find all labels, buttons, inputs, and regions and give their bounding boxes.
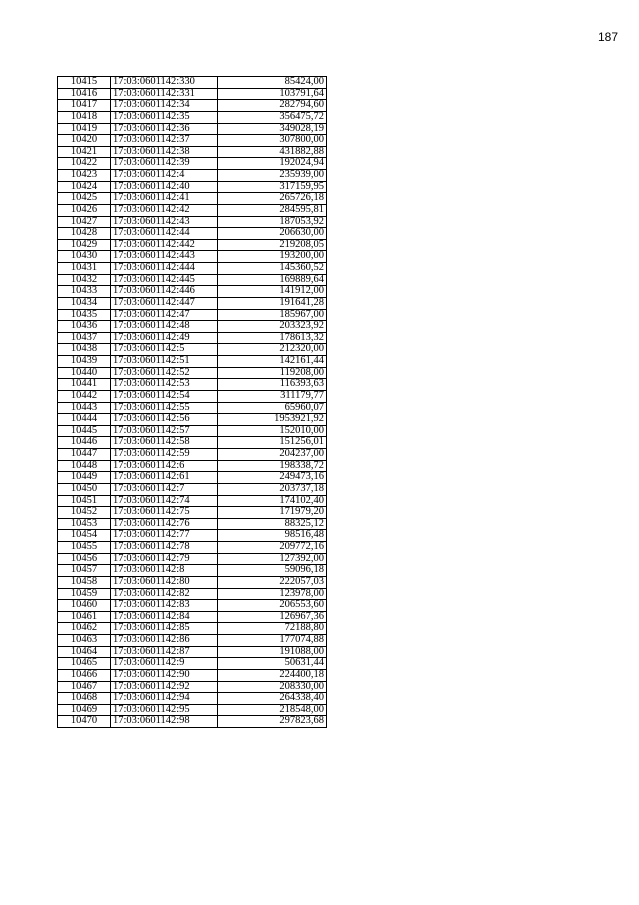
table-row: [58, 553, 327, 565]
row-number-cell: 10433: [58, 286, 111, 298]
row-number-cell: 10420: [58, 135, 111, 147]
amount-cell: 98516,48: [218, 530, 327, 542]
row-number-cell: 10445: [58, 425, 111, 437]
row-number-cell: 10448: [58, 460, 111, 472]
cadastral-number-cell: 17:03:0601142:86: [111, 635, 218, 647]
row-number-cell: 10417: [58, 100, 111, 112]
cadastral-number-cell: 17:03:0601142:94: [111, 693, 218, 705]
row-number-cell: 10463: [58, 635, 111, 647]
cadastral-number-cell: 17:03:0601142:5: [111, 344, 218, 356]
row-number-cell: 10427: [58, 216, 111, 228]
row-number-cell: 10425: [58, 193, 111, 205]
amount-cell: 177074,88: [218, 635, 327, 647]
amount-cell: 212320,00: [218, 344, 327, 356]
amount-cell: 317159,95: [218, 181, 327, 193]
row-number-cell: 10460: [58, 600, 111, 612]
cadastral-number-cell: 17:03:0601142:39: [111, 158, 218, 170]
cadastral-number-cell: 17:03:0601142:61: [111, 472, 218, 484]
row-number-cell: 10428: [58, 228, 111, 240]
row-number-cell: 10415: [58, 77, 111, 89]
cadastral-number-cell: 17:03:0601142:75: [111, 507, 218, 519]
data-table: [57, 76, 327, 728]
cadastral-number-cell: 17:03:0601142:87: [111, 646, 218, 658]
amount-cell: 152010,00: [218, 425, 327, 437]
amount-cell: 203737,18: [218, 483, 327, 495]
amount-cell: 185967,00: [218, 309, 327, 321]
row-number-cell: 10418: [58, 111, 111, 123]
cadastral-number-cell: 17:03:0601142:82: [111, 588, 218, 600]
cadastral-number-cell: 17:03:0601142:331: [111, 88, 218, 100]
cadastral-number-cell: 17:03:0601142:4: [111, 170, 218, 182]
row-number-cell: 10446: [58, 437, 111, 449]
table-row: [58, 146, 327, 158]
row-number-cell: 10457: [58, 565, 111, 577]
amount-cell: 123978,00: [218, 588, 327, 600]
amount-cell: 192024,94: [218, 158, 327, 170]
amount-cell: 65960,07: [218, 402, 327, 414]
row-number-cell: 10436: [58, 321, 111, 333]
amount-cell: 249473,16: [218, 472, 327, 484]
table-row: [58, 158, 327, 170]
amount-cell: 209772,16: [218, 542, 327, 554]
cadastral-number-cell: 17:03:0601142:48: [111, 321, 218, 333]
amount-cell: 59096,18: [218, 565, 327, 577]
cadastral-number-cell: 17:03:0601142:92: [111, 681, 218, 693]
amount-cell: 145360,52: [218, 263, 327, 275]
row-number-cell: 10453: [58, 518, 111, 530]
cadastral-number-cell: 17:03:0601142:446: [111, 286, 218, 298]
row-number-cell: 10423: [58, 170, 111, 182]
cadastral-number-cell: 17:03:0601142:8: [111, 565, 218, 577]
row-number-cell: 10426: [58, 204, 111, 216]
amount-cell: 265726,18: [218, 193, 327, 205]
row-number-cell: 10470: [58, 716, 111, 728]
table-row: [58, 181, 327, 193]
table-row: [58, 425, 327, 437]
amount-cell: 218548,00: [218, 704, 327, 716]
amount-cell: 151256,01: [218, 437, 327, 449]
amount-cell: 169889,64: [218, 274, 327, 286]
cadastral-number-cell: 17:03:0601142:42: [111, 204, 218, 216]
row-number-cell: 10430: [58, 251, 111, 263]
amount-cell: 356475,72: [218, 111, 327, 123]
table-row: [58, 111, 327, 123]
cadastral-number-cell: 17:03:0601142:55: [111, 402, 218, 414]
table-row: [58, 263, 327, 275]
table-row: [58, 332, 327, 344]
table-row: [58, 623, 327, 635]
row-number-cell: 10461: [58, 611, 111, 623]
amount-cell: 142161,44: [218, 356, 327, 368]
amount-cell: 311179,77: [218, 390, 327, 402]
row-number-cell: 10465: [58, 658, 111, 670]
table-row: [58, 321, 327, 333]
amount-cell: 307800,00: [218, 135, 327, 147]
cadastral-number-cell: 17:03:0601142:58: [111, 437, 218, 449]
cadastral-number-cell: 17:03:0601142:43: [111, 216, 218, 228]
cadastral-number-cell: 17:03:0601142:90: [111, 669, 218, 681]
table-row: [58, 309, 327, 321]
row-number-cell: 10452: [58, 507, 111, 519]
amount-cell: 50631,44: [218, 658, 327, 670]
cadastral-number-cell: 17:03:0601142:56: [111, 414, 218, 426]
table-row: [58, 367, 327, 379]
table-row: [58, 611, 327, 623]
amount-cell: 171979,20: [218, 507, 327, 519]
cadastral-number-cell: 17:03:0601142:79: [111, 553, 218, 565]
table-row: [58, 449, 327, 461]
row-number-cell: 10450: [58, 483, 111, 495]
table-row: [58, 507, 327, 519]
table-row: [58, 414, 327, 426]
table-row: [58, 344, 327, 356]
amount-cell: 349028,19: [218, 123, 327, 135]
table-row: [58, 588, 327, 600]
row-number-cell: 10440: [58, 367, 111, 379]
cadastral-number-cell: 17:03:0601142:47: [111, 309, 218, 321]
amount-cell: 284595,81: [218, 204, 327, 216]
table-row: [58, 635, 327, 647]
amount-cell: 222057,03: [218, 576, 327, 588]
row-number-cell: 10424: [58, 181, 111, 193]
cadastral-number-cell: 17:03:0601142:51: [111, 356, 218, 368]
cadastral-number-cell: 17:03:0601142:6: [111, 460, 218, 472]
cadastral-number-cell: 17:03:0601142:54: [111, 390, 218, 402]
table-row: [58, 251, 327, 263]
table-row: [58, 600, 327, 612]
amount-cell: 431882,88: [218, 146, 327, 158]
cadastral-number-cell: 17:03:0601142:59: [111, 449, 218, 461]
row-number-cell: 10441: [58, 379, 111, 391]
cadastral-number-cell: 17:03:0601142:77: [111, 530, 218, 542]
row-number-cell: 10419: [58, 123, 111, 135]
row-number-cell: 10438: [58, 344, 111, 356]
row-number-cell: 10437: [58, 332, 111, 344]
amount-cell: 204237,00: [218, 449, 327, 461]
table-row: [58, 228, 327, 240]
cadastral-number-cell: 17:03:0601142:84: [111, 611, 218, 623]
table-body: [58, 77, 327, 728]
table-row: [58, 379, 327, 391]
cadastral-number-cell: 17:03:0601142:85: [111, 623, 218, 635]
cadastral-number-cell: 17:03:0601142:37: [111, 135, 218, 147]
table-row: [58, 77, 327, 89]
row-number-cell: 10467: [58, 681, 111, 693]
table-row: [58, 216, 327, 228]
cadastral-number-cell: 17:03:0601142:80: [111, 576, 218, 588]
row-number-cell: 10435: [58, 309, 111, 321]
amount-cell: 203323,92: [218, 321, 327, 333]
amount-cell: 224400,18: [218, 669, 327, 681]
table-row: [58, 239, 327, 251]
table-row: [58, 402, 327, 414]
table-row: [58, 286, 327, 298]
cadastral-number-cell: 17:03:0601142:98: [111, 716, 218, 728]
table-row: [58, 716, 327, 728]
table-row: [58, 530, 327, 542]
cadastral-number-cell: 17:03:0601142:7: [111, 483, 218, 495]
amount-cell: 208330,00: [218, 681, 327, 693]
amount-cell: 297823,68: [218, 716, 327, 728]
row-number-cell: 10421: [58, 146, 111, 158]
cadastral-number-cell: 17:03:0601142:95: [111, 704, 218, 716]
table-row: [58, 297, 327, 309]
table-row: [58, 135, 327, 147]
table-row: [58, 565, 327, 577]
table-row: [58, 472, 327, 484]
row-number-cell: 10444: [58, 414, 111, 426]
row-number-cell: 10443: [58, 402, 111, 414]
cadastral-number-cell: 17:03:0601142:57: [111, 425, 218, 437]
cadastral-number-cell: 17:03:0601142:330: [111, 77, 218, 89]
amount-cell: 88325,12: [218, 518, 327, 530]
row-number-cell: 10459: [58, 588, 111, 600]
cadastral-number-cell: 17:03:0601142:36: [111, 123, 218, 135]
cadastral-number-cell: 17:03:0601142:41: [111, 193, 218, 205]
amount-cell: 141912,00: [218, 286, 327, 298]
amount-cell: 187053,92: [218, 216, 327, 228]
row-number-cell: 10458: [58, 576, 111, 588]
row-number-cell: 10464: [58, 646, 111, 658]
row-number-cell: 10469: [58, 704, 111, 716]
table-row: [58, 681, 327, 693]
table-row: [58, 356, 327, 368]
table-row: [58, 100, 327, 112]
amount-cell: 85424,00: [218, 77, 327, 89]
row-number-cell: 10455: [58, 542, 111, 554]
cadastral-number-cell: 17:03:0601142:78: [111, 542, 218, 554]
row-number-cell: 10451: [58, 495, 111, 507]
cadastral-number-cell: 17:03:0601142:447: [111, 297, 218, 309]
table-row: [58, 693, 327, 705]
row-number-cell: 10439: [58, 356, 111, 368]
table-row: [58, 518, 327, 530]
amount-cell: 178613,32: [218, 332, 327, 344]
cadastral-number-cell: 17:03:0601142:443: [111, 251, 218, 263]
cadastral-number-cell: 17:03:0601142:442: [111, 239, 218, 251]
table-row: [58, 460, 327, 472]
row-number-cell: 10434: [58, 297, 111, 309]
cadastral-number-cell: 17:03:0601142:34: [111, 100, 218, 112]
table-row: [58, 646, 327, 658]
row-number-cell: 10466: [58, 669, 111, 681]
amount-cell: 103791,64: [218, 88, 327, 100]
table-row: [58, 193, 327, 205]
cadastral-number-cell: 17:03:0601142:53: [111, 379, 218, 391]
table-row: [58, 669, 327, 681]
amount-cell: 219208,05: [218, 239, 327, 251]
amount-cell: 235939,00: [218, 170, 327, 182]
amount-cell: 193200,00: [218, 251, 327, 263]
cadastral-number-cell: 17:03:0601142:40: [111, 181, 218, 193]
amount-cell: 1953921,92: [218, 414, 327, 426]
cadastral-number-cell: 17:03:0601142:52: [111, 367, 218, 379]
table-row: [58, 204, 327, 216]
amount-cell: 206630,00: [218, 228, 327, 240]
amount-cell: 126967,36: [218, 611, 327, 623]
cadastral-number-cell: 17:03:0601142:444: [111, 263, 218, 275]
amount-cell: 198338,72: [218, 460, 327, 472]
row-number-cell: 10462: [58, 623, 111, 635]
row-number-cell: 10431: [58, 263, 111, 275]
table-row: [58, 576, 327, 588]
table-row: [58, 170, 327, 182]
row-number-cell: 10432: [58, 274, 111, 286]
cadastral-number-cell: 17:03:0601142:76: [111, 518, 218, 530]
cadastral-number-cell: 17:03:0601142:49: [111, 332, 218, 344]
row-number-cell: 10442: [58, 390, 111, 402]
cadastral-number-cell: 17:03:0601142:74: [111, 495, 218, 507]
amount-cell: 119208,00: [218, 367, 327, 379]
amount-cell: 127392,00: [218, 553, 327, 565]
row-number-cell: 10456: [58, 553, 111, 565]
row-number-cell: 10468: [58, 693, 111, 705]
amount-cell: 191641,28: [218, 297, 327, 309]
row-number-cell: 10449: [58, 472, 111, 484]
amount-cell: 264338,40: [218, 693, 327, 705]
row-number-cell: 10447: [58, 449, 111, 461]
table-row: [58, 704, 327, 716]
table-row: [58, 495, 327, 507]
table-row: [58, 483, 327, 495]
cadastral-number-cell: 17:03:0601142:9: [111, 658, 218, 670]
amount-cell: 116393,63: [218, 379, 327, 391]
cadastral-number-cell: 17:03:0601142:38: [111, 146, 218, 158]
amount-cell: 206553,60: [218, 600, 327, 612]
row-number-cell: 10429: [58, 239, 111, 251]
amount-cell: 191088,00: [218, 646, 327, 658]
row-number-cell: 10454: [58, 530, 111, 542]
amount-cell: 174102,40: [218, 495, 327, 507]
cadastral-number-cell: 17:03:0601142:35: [111, 111, 218, 123]
cadastral-number-cell: 17:03:0601142:44: [111, 228, 218, 240]
amount-cell: 72188,80: [218, 623, 327, 635]
table-row: [58, 658, 327, 670]
table-row: [58, 88, 327, 100]
table-row: [58, 437, 327, 449]
table-row: [58, 390, 327, 402]
amount-cell: 282794,60: [218, 100, 327, 112]
row-number-cell: 10416: [58, 88, 111, 100]
table-row: [58, 542, 327, 554]
cadastral-number-cell: 17:03:0601142:445: [111, 274, 218, 286]
table-row: [58, 123, 327, 135]
page-number: 187: [597, 30, 618, 44]
row-number-cell: 10422: [58, 158, 111, 170]
cadastral-number-cell: 17:03:0601142:83: [111, 600, 218, 612]
table-row: [58, 274, 327, 286]
